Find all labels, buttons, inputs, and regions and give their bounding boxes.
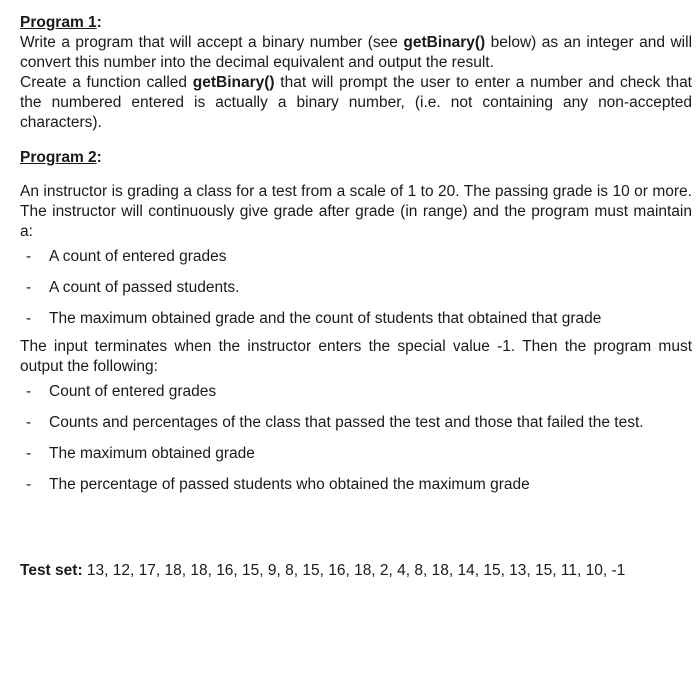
program1-paragraph-2: [20, 73, 692, 133]
test-set-line: [20, 561, 692, 581]
bullet-dash: -: [26, 414, 32, 431]
maintain-list: [20, 242, 692, 335]
test-set-colon: :: [77, 562, 83, 579]
program1-heading: [20, 13, 692, 33]
bullet-dash: -: [26, 310, 32, 327]
program1-heading-text: Program 1: [20, 14, 97, 31]
list-item: [20, 408, 692, 439]
program1-heading-colon: :: [96, 14, 102, 31]
program1-p1-text-b: below) as an integer and will convert this number into the decimal equivalent and output the result.: [20, 34, 693, 71]
bullet-dash: -: [26, 279, 32, 296]
maintain-item-text: The maximum obtained grade and the count of students that obtained that grade: [49, 310, 602, 327]
list-item: [20, 470, 692, 501]
list-item: [20, 273, 692, 304]
bullet-dash: -: [26, 383, 32, 400]
test-set-label: Test set: [20, 562, 78, 579]
program2-heading-colon: :: [96, 149, 102, 166]
bullet-dash: -: [26, 445, 32, 462]
list-item: [20, 242, 692, 273]
output-item-text: The maximum obtained grade: [49, 445, 255, 462]
program1-p1-function-name: getBinary(): [403, 34, 486, 51]
program2-intro: An instructor is grading a class for a test from a scale of 1 to 20. The passing grade is 10 or more. The instructor will continuously give grade after grade (in range) and the program must maintain a:: [20, 183, 692, 240]
program1-p2-function-name: getBinary(): [192, 74, 275, 91]
program2-terminate-text: The input terminates when the instructor enters the special value -1. Then the program must output the following:: [20, 338, 692, 375]
output-item-text: The percentage of passed students who obtained the maximum grade: [49, 476, 530, 493]
bullet-dash: -: [26, 248, 32, 265]
program1-p2-text-b: that will prompt the user to enter a number and check that the numbered entered is actually a binary number, (i.e. not containing any non-accepted characters).: [20, 74, 692, 131]
list-item: [20, 377, 692, 408]
document-body: [20, 13, 692, 501]
maintain-item-text: A count of passed students.: [49, 279, 240, 296]
program1-paragraph-1: [20, 33, 692, 73]
list-item: [20, 304, 692, 335]
test-set-values: 13, 12, 17, 18, 18, 16, 15, 9, 8, 15, 16, 18, 2, 4, 8, 18, 14, 15, 13, 15, 11, 10, -1: [86, 562, 626, 579]
bullet-dash: -: [26, 476, 32, 493]
output-item-text: Count of entered grades: [49, 383, 217, 400]
list-item: [20, 439, 692, 470]
program1-p2-text-a: Create a function called: [20, 74, 193, 91]
program1-p1-text-a: Write a program that will accept a binary number (see: [20, 34, 404, 51]
output-item-text: Counts and percentages of the class that passed the test and those that failed the test.: [49, 414, 644, 431]
output-list: [20, 377, 692, 501]
program2-heading: [20, 148, 692, 168]
program2-heading-text: Program 2: [20, 149, 97, 166]
maintain-item-text: A count of entered grades: [49, 248, 227, 265]
